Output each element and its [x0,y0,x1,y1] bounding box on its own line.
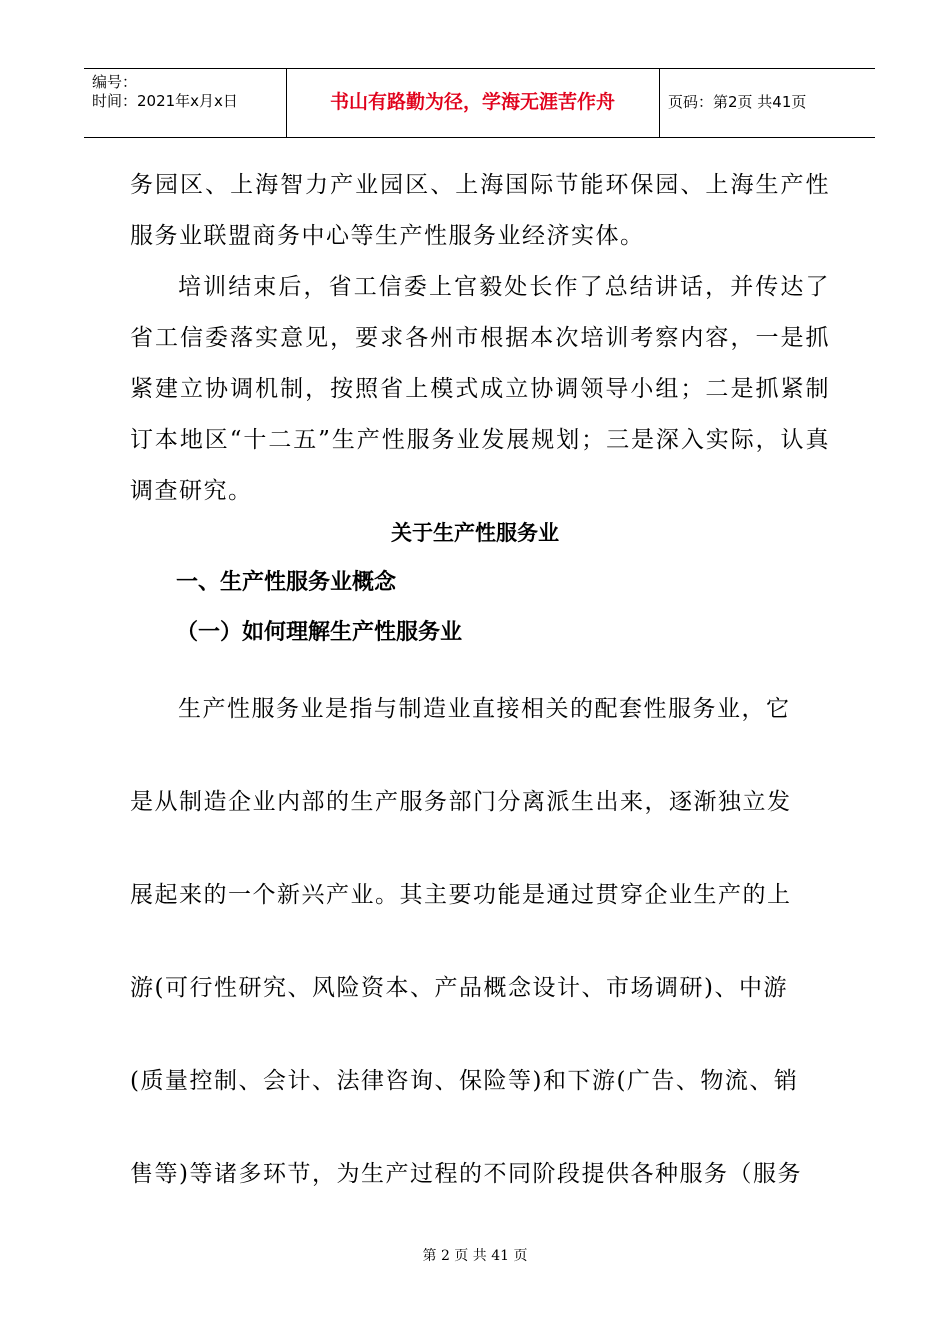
header-meta [92,73,238,111]
document-number-label: 编号： [92,73,138,91]
paragraph-training-summary: 培训结束后，省工信委上官毅处长作了总结讲话，并传达了省工信委落实意见，要求各州市根据本次培训考察内容，一是抓紧建立协调机制，按照省上模式成立协调领导小组；二是抓紧制订本地区“十二五”生产性服务业发展规划；三是深入实际，认真调查研究。 [130,274,830,504]
header-divider-right [659,69,660,137]
section-title: 关于生产性服务业 [391,521,559,545]
page-footer: 第 2 页 共 41 页 [422,1248,528,1264]
body-line: (质量控制、会计、法律咨询、保险等)和下游(广告、物流、销 [130,1068,799,1094]
header-page-info: 页码：第2页 共41页 [668,93,807,111]
body-line: 游(可行性研究、风险资本、产品概念设计、市场调研)、中游 [130,975,788,1001]
body-line: 是从制造企业内部的生产服务部门分离派生出来，逐渐独立发 [130,789,792,815]
page-header [84,68,875,138]
body-line: 售等)等诸多环节，为生产过程的不同阶段提供各种服务（服务 [130,1161,802,1187]
header-motto: 书山有路勤为径，学海无涯苦作舟 [329,91,615,113]
body-line: 生产性服务业是指与制造业直接相关的配套性服务业，它 [178,696,791,722]
paragraph-continuation: 务园区、上海智力产业园区、上海国际节能环保园、上海生产性服务业联盟商务中心等生产性服务业经济实体。 [130,172,830,249]
heading-level-1: 一、生产性服务业概念 [176,570,397,595]
heading-level-2: （一）如何理解生产性服务业 [176,620,463,645]
body-line: 展起来的一个新兴产业。其主要功能是通过贯穿企业生产的上 [130,882,792,908]
document-time-label: 时间：2021年x月x日 [92,92,238,110]
